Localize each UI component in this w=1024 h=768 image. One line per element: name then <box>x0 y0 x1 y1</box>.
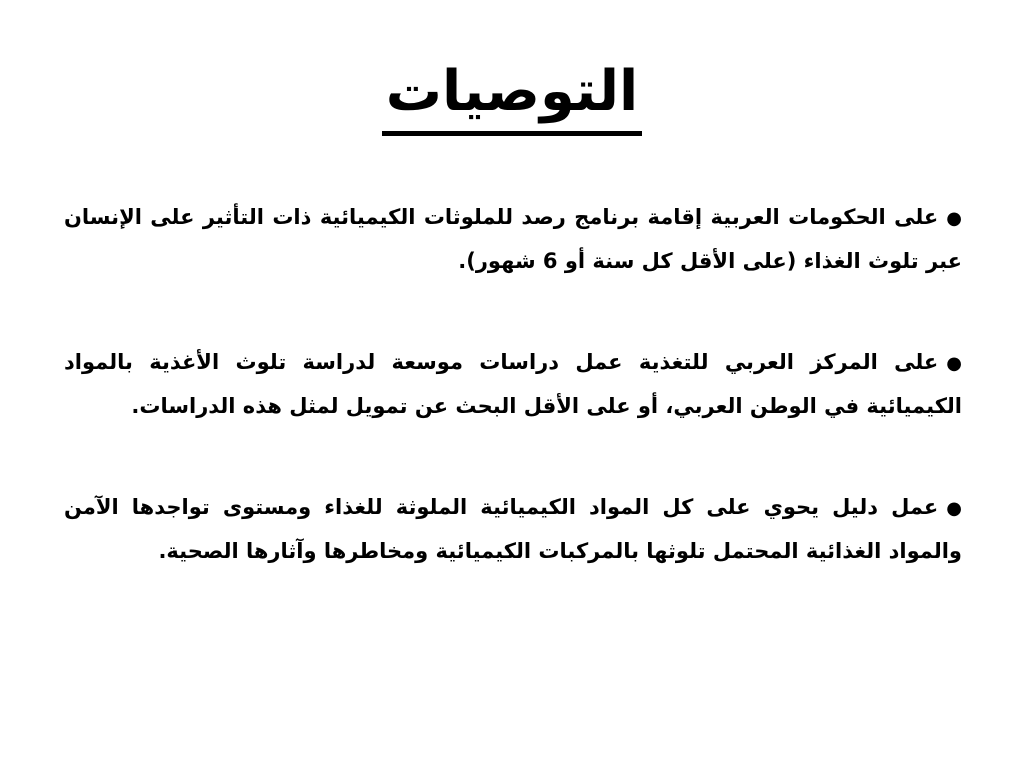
recommendation-item <box>64 486 962 573</box>
recommendation-item <box>64 341 962 428</box>
recommendation-text: على المركز العربي للتغذية عمل دراسات موسعة لدراسة تلوث الأغذية بالمواد الكيميائية في الوطن العربي، أو على الأقل البحث عن تمويل لمثل هذه الدراسات. <box>64 350 962 418</box>
bullet-icon: ● <box>946 498 962 519</box>
recommendation-text: عمل دليل يحوي على كل المواد الكيميائية الملوثة للغذاء ومستوى تواجدها الآمن والمواد الغذائية المحتمل تلوثها بالمركبات الكيميائية ومخاطرها وآثارها الصحية. <box>64 495 962 563</box>
recommendations-list <box>64 196 962 573</box>
bullet-icon: ● <box>946 208 962 229</box>
bullet-icon: ● <box>946 353 962 374</box>
recommendation-item <box>64 196 962 283</box>
recommendation-text: على الحكومات العربية إقامة برنامج رصد للملوثات الكيميائية ذات التأثير على الإنسان عبر تلوث الغذاء (على الأقل كل سنة أو 6 شهور). <box>64 205 962 273</box>
slide-title <box>0 52 1024 136</box>
slide-title-text: التوصيات <box>382 57 642 136</box>
